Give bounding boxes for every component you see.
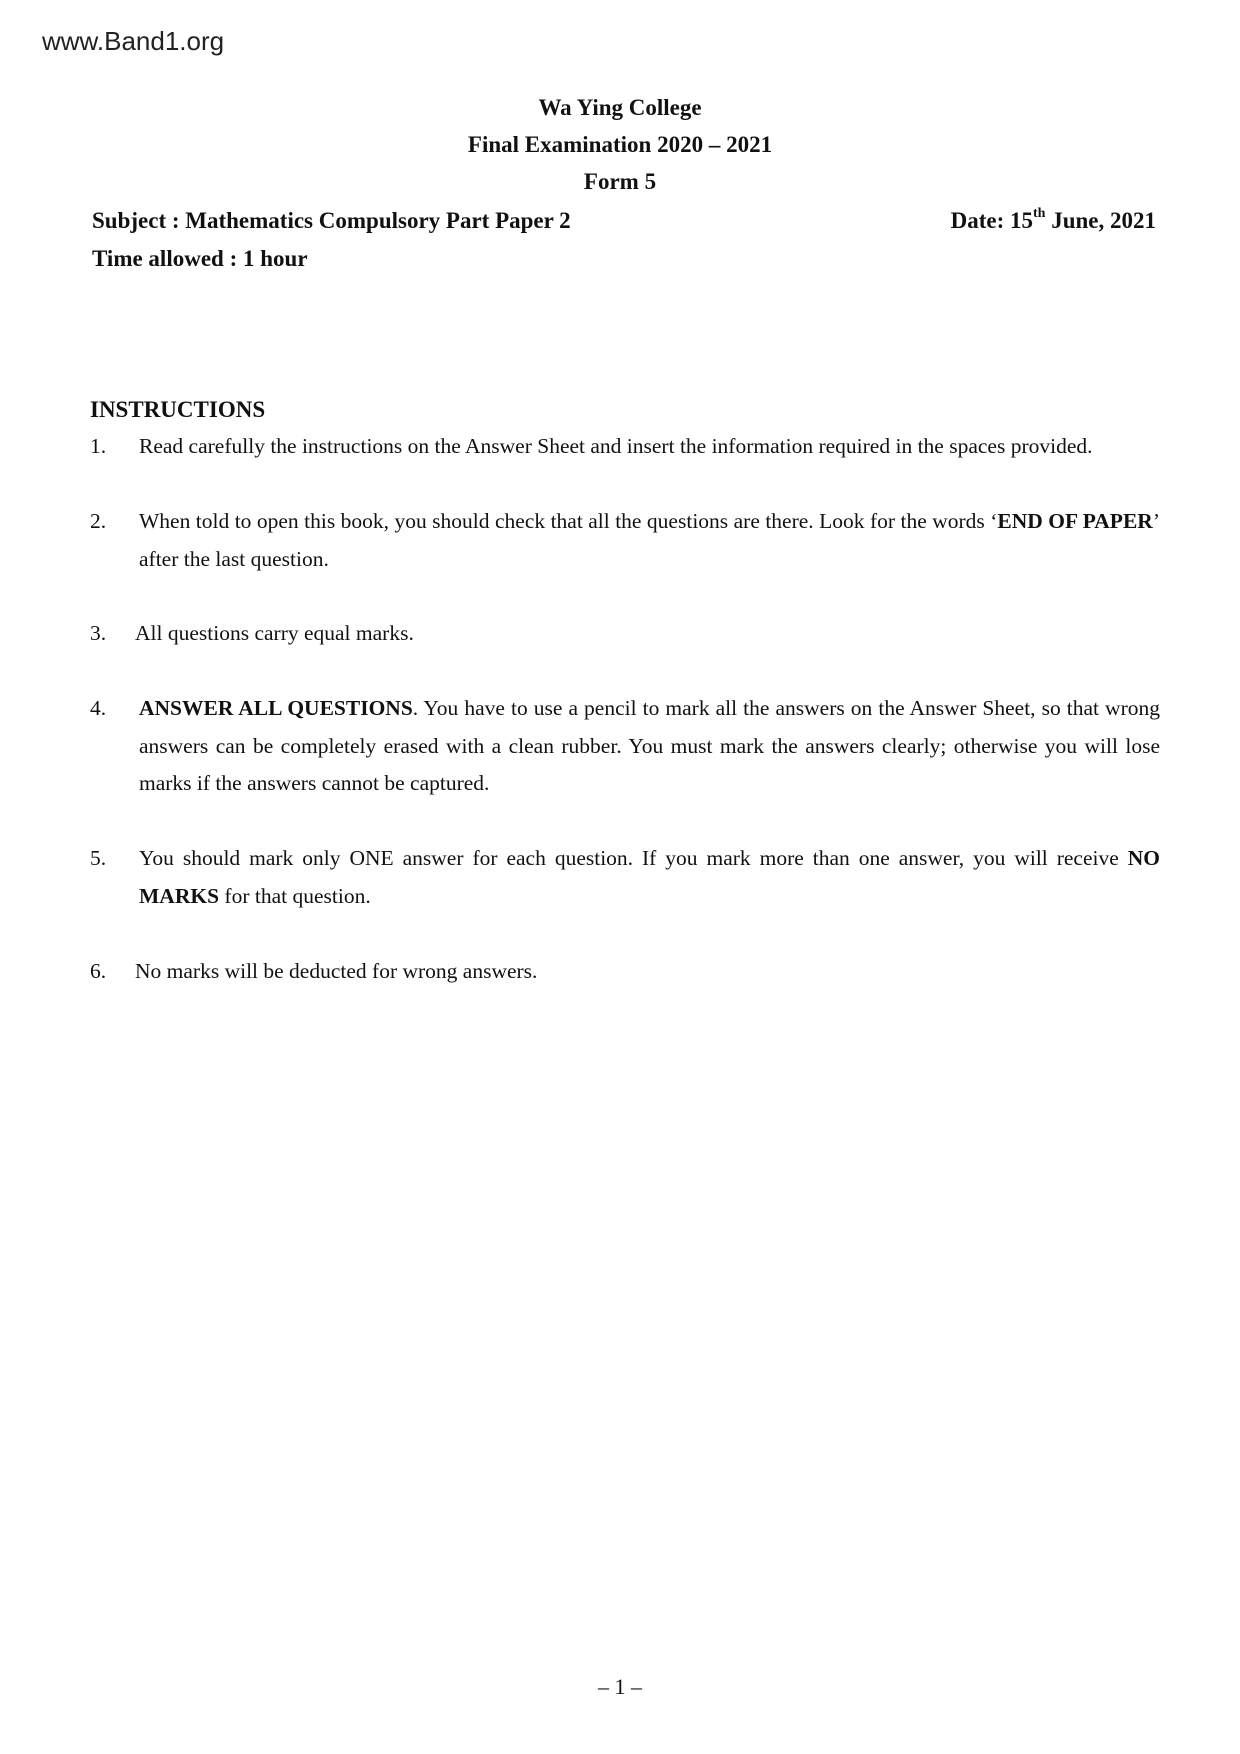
instruction-text-part: When told to open this book, you should check that all the questions are there. Look for the words ‘ xyxy=(139,509,998,533)
form-level: Form 5 xyxy=(583,169,657,194)
date-rest: June, 2021 xyxy=(1045,208,1156,233)
date-prefix: Date: 15 xyxy=(950,208,1033,233)
instruction-text-part: You should mark only ONE answer for each question. If you mark more than one answer, you will receive xyxy=(139,846,1128,870)
instruction-number: 2. xyxy=(90,509,107,533)
instruction-text xyxy=(139,503,1160,578)
instruction-item-2 xyxy=(90,503,1160,578)
subject-line: Subject : Mathematics Compulsory Part Paper 2 xyxy=(92,208,571,233)
instruction-number: 6. xyxy=(90,959,107,983)
instruction-number: 3. xyxy=(90,621,107,645)
instruction-item-3 xyxy=(90,615,1160,653)
time-allowed: Time allowed : 1 hour xyxy=(92,246,308,271)
exam-title: Final Examination 2020 – 2021 xyxy=(467,132,773,157)
instruction-emphasis: ANSWER ALL QUESTIONS xyxy=(139,696,413,720)
instruction-text-part: for that question. xyxy=(219,883,371,908)
instruction-emphasis: END OF PAPER xyxy=(997,509,1153,533)
instruction-item-6 xyxy=(90,953,1160,991)
instruction-text: No marks will be deducted for wrong answers. xyxy=(135,959,538,983)
instruction-number: 5. xyxy=(90,846,107,870)
instruction-item-5 xyxy=(90,840,1160,915)
instructions-heading: INSTRUCTIONS xyxy=(90,397,266,422)
watermark-url: www.Band1.org xyxy=(42,26,225,56)
instruction-text xyxy=(139,690,1160,803)
instruction-number: 1. xyxy=(90,434,107,458)
instruction-text-part: ’ after the last question. xyxy=(139,509,1160,571)
instruction-item-4 xyxy=(90,690,1160,803)
instruction-text-part: . You have to use a pencil to mark all the answers on the Answer Sheet, so that wrong answers can be completely erased with a clean rubber. You must mark the answers clearly; otherwise you will lose marks if the answers cannot be captured. xyxy=(139,696,1160,795)
instruction-text: Read carefully the instructions on the Answer Sheet and insert the information required in the spaces provided. xyxy=(139,434,1093,458)
instruction-number: 4. xyxy=(90,696,107,720)
page-number: – 1 – xyxy=(598,1674,642,1699)
instruction-emphasis: NO MARKS xyxy=(139,846,1160,908)
instruction-text xyxy=(139,840,1160,915)
school-name: Wa Ying College xyxy=(538,95,702,120)
exam-date xyxy=(951,208,1156,234)
date-ordinal-suffix: th xyxy=(1033,206,1046,222)
instruction-item-1 xyxy=(90,428,1160,466)
instruction-text: All questions carry equal marks. xyxy=(135,621,414,645)
